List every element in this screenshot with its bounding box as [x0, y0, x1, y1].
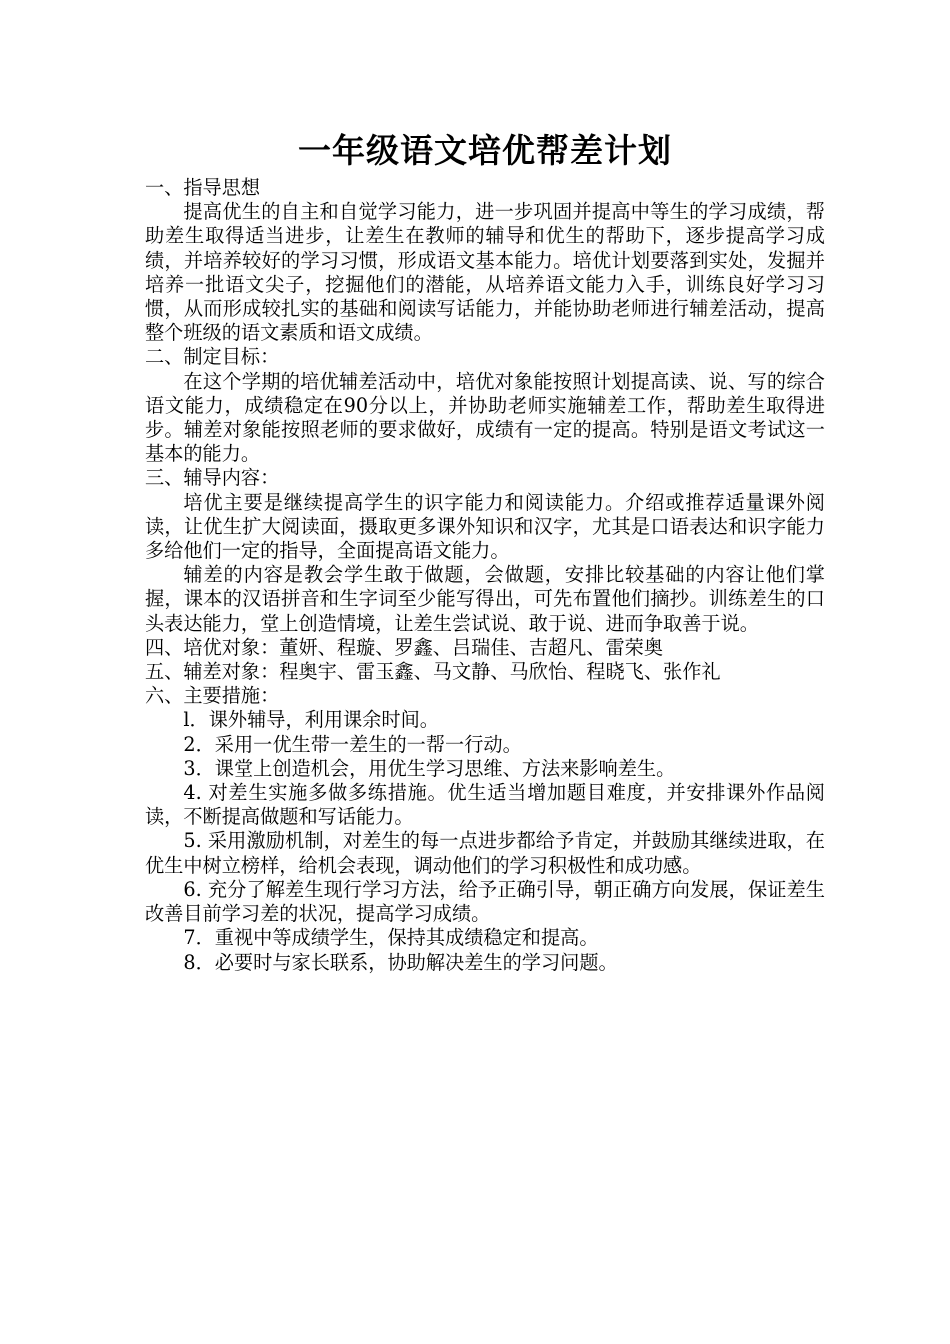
- top-students-line: 四、培优对象：董妍、程璇、罗鑫、吕瑞佳、吉超凡、雷荣奥: [145, 635, 664, 659]
- section-heading: 三、辅导内容：: [145, 466, 280, 490]
- section-heading: 一、指导思想: [145, 176, 261, 199]
- section-paragraph: 培优主要是继续提高学生的识字能力和阅读能力。介绍或推荐适量课外阅读，让优生扩大阅读面，摄取更多课外知识和汉字，尤其是口语表达和识字能力多给他们一定的指导，全面提高语文能力。: [145, 490, 825, 563]
- section-guiding-thought: [145, 176, 825, 345]
- section-content: [145, 466, 825, 635]
- section-paragraph: 提高优生的自主和自觉学习能力，进一步巩固并提高中等生的学习成绩，帮助差生取得适当进步，让差生在教师的辅导和优生的帮助下，逐步提高学习成绩，并培养较好的学习习惯，形成语文基本能力。培优计划要落到实处，发掘并培养一批语文尖子，挖掘他们的潜能，从培养语文能力入手，训练良好学习习惯，从而形成较扎实的基础和阅读写话能力，并能协助老师进行辅差活动，提高整个班级的语文素质和语文成绩。: [145, 200, 825, 345]
- measure-item: 2．采用一优生带一差生的一帮一行动。: [183, 732, 522, 756]
- measure-item: 3．课堂上创造机会，用优生学习思维、方法来影响差生。: [183, 756, 676, 780]
- section-paragraph: 在这个学期的培优辅差活动中，培优对象能按照计划提高读、说、写的综合语文能力，成绩稳定在90分以上，并协助老师实施辅差工作，帮助差生取得进步。辅差对象能按照老师的要求做好，成绩有一定的提高。特别是语文考试这一基本的能力。: [145, 369, 825, 466]
- measure-item: 6. 充分了解差生现行学习方法，给予正确引导，朝正确方向发展，保证差生改善目前学习差的状况，提高学习成绩。: [145, 877, 825, 926]
- weak-students-line: 五、辅差对象：程奥宇、雷玉鑫、马文静、马欣怡、程晓飞、张作礼: [145, 660, 721, 684]
- section-paragraph: 辅差的内容是教会学生敢于做题，会做题，安排比较基础的内容让他们掌握，课本的汉语拼音和生字词至少能写得出，可先布置他们摘抄。训练差生的口头表达能力，堂上创造情境，让差生尝试说、敢于说、进而争取善于说。: [145, 563, 825, 635]
- measure-item: 4. 对差生实施多做多练措施。优生适当增加题目难度，并安排课外作品阅读，不断提高做题和写话能力。: [145, 781, 825, 829]
- measure-item: 8．必要时与家长联系，协助解决差生的学习问题。: [183, 950, 618, 974]
- section-heading: 六、主要措施：: [145, 684, 280, 708]
- document-page: [145, 128, 825, 975]
- measure-item: 7．重视中等成绩学生，保持其成绩稳定和提高。: [183, 926, 599, 950]
- measure-item: 5. 采用激励机制，对差生的每一点进步都给予肯定，并鼓励其继续进取，在优生中树立榜样，给机会表现，调动他们的学习积极性和成功感。: [145, 829, 825, 877]
- measure-item: l．课外辅导，利用课余时间。: [183, 708, 439, 732]
- section-measures: [145, 684, 825, 974]
- document-title: 一年级语文培优帮差计划: [298, 131, 672, 170]
- section-heading: 二、制定目标：: [145, 345, 280, 369]
- section-goals: [145, 345, 825, 466]
